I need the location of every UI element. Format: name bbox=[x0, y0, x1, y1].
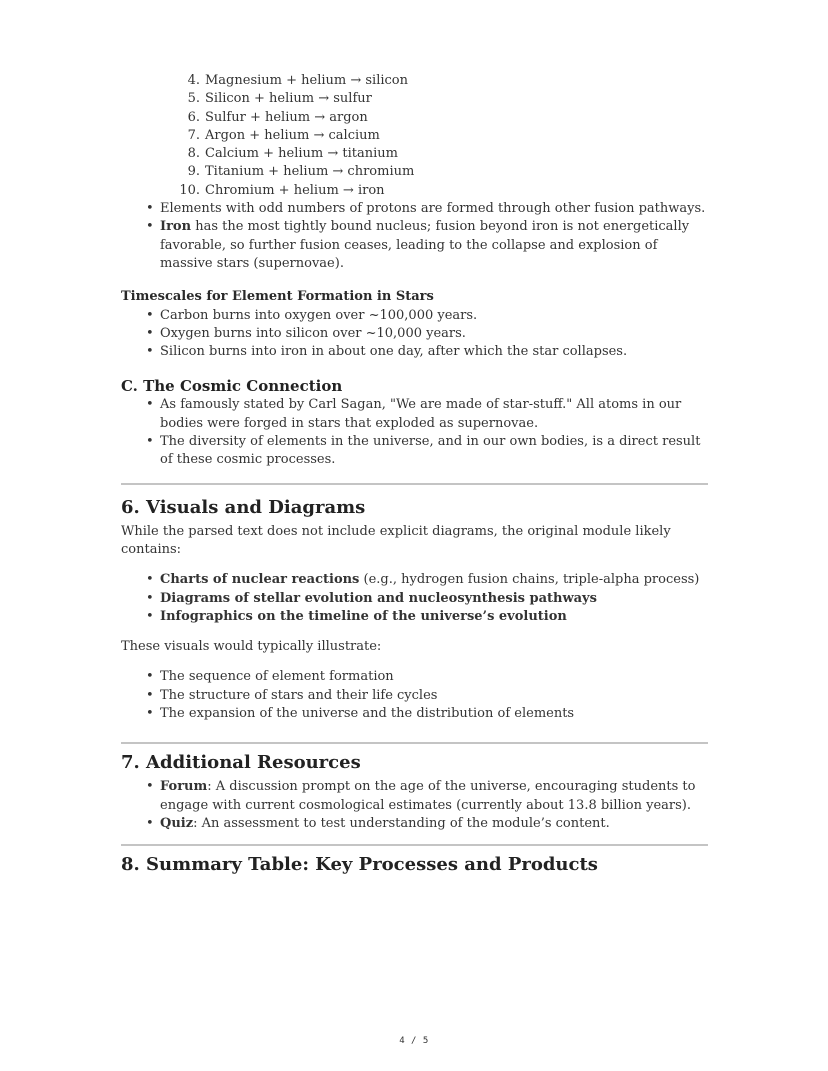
visuals-intro-paragraph: While the parsed text does not include explicit diagrams, the original module likely contains: bbox=[121, 523, 671, 557]
list-text: Chromium + helium → iron bbox=[205, 182, 385, 198]
list-text: Silicon + helium → sulfur bbox=[205, 91, 372, 107]
list-text-bold: Iron bbox=[160, 219, 192, 235]
list-number: 5. bbox=[187, 91, 200, 107]
list-text: Titanium + helium → chromium bbox=[205, 164, 415, 180]
list-text: Elements with odd numbers of protons are formed through other fusion pathways. bbox=[160, 201, 706, 217]
list-text: The sequence of element formation bbox=[160, 669, 394, 685]
cosmic-connection-heading: C. The Cosmic Connection bbox=[121, 377, 343, 396]
resources-bullet-list bbox=[121, 778, 708, 833]
list-number: 10. bbox=[179, 182, 200, 198]
list-item bbox=[121, 200, 708, 218]
visuals-section-heading: 6. Visuals and Diagrams bbox=[121, 496, 366, 518]
illustrate-bullet-list bbox=[121, 668, 708, 723]
list-item bbox=[121, 571, 708, 589]
list-text-bold: Forum bbox=[160, 779, 208, 795]
resources-section-heading: 7. Additional Resources bbox=[121, 752, 361, 774]
list-text: Argon + helium → calcium bbox=[205, 127, 380, 143]
list-text-bold: Infographics on the timeline of the universe’s evolution bbox=[160, 608, 567, 624]
list-number: 8. bbox=[187, 146, 200, 162]
section-divider bbox=[121, 483, 708, 485]
list-item bbox=[121, 687, 708, 705]
list-text: (e.g., hydrogen fusion chains, triple-alpha process) bbox=[359, 572, 700, 588]
list-number: 7. bbox=[187, 127, 200, 143]
list-text: Sulfur + helium → argon bbox=[205, 109, 368, 125]
list-text: Silicon burns into iron in about one day, after which the star collapses. bbox=[160, 344, 628, 360]
list-item bbox=[121, 90, 708, 108]
page-number: 4 / 5 bbox=[399, 1036, 429, 1046]
section-divider bbox=[121, 742, 708, 744]
list-text: Oxygen burns into silicon over ~10,000 years. bbox=[160, 325, 466, 341]
cosmic-bullet-list bbox=[121, 396, 708, 469]
fusion-bullet-list bbox=[121, 200, 708, 273]
list-text: Calcium + helium → titanium bbox=[205, 146, 398, 162]
timescales-heading: Timescales for Element Formation in Stars bbox=[121, 289, 434, 305]
list-number: 9. bbox=[187, 164, 200, 180]
list-item bbox=[121, 433, 708, 470]
list-text: As famously stated by Carl Sagan, "We are made of star-stuff." All atoms in our bodies were forged in stars that exploded as supernovae. bbox=[160, 397, 682, 431]
list-item bbox=[121, 396, 708, 433]
list-item bbox=[121, 343, 708, 361]
list-item bbox=[121, 127, 708, 145]
list-item bbox=[121, 815, 708, 833]
list-item bbox=[121, 163, 708, 181]
list-number: 6. bbox=[187, 109, 200, 125]
list-item bbox=[121, 325, 708, 343]
list-text: Magnesium + helium → silicon bbox=[205, 73, 408, 88]
list-item bbox=[121, 590, 708, 608]
section-divider bbox=[121, 844, 708, 846]
list-text: has the most tightly bound nucleus; fusion beyond iron is not energetically favorable, so further fusion ceases, leading to the collapse and explosion of massive stars (supernovae). bbox=[160, 219, 690, 271]
list-item bbox=[121, 182, 708, 200]
list-text: : An assessment to test understanding of the module’s content. bbox=[193, 815, 610, 831]
list-item bbox=[121, 778, 708, 815]
list-item bbox=[121, 608, 708, 626]
list-text-bold: Quiz bbox=[160, 815, 194, 831]
list-text: : A discussion prompt on the age of the universe, encouraging students to engage with current cosmological estimates (currently about 13.8 billion years). bbox=[160, 779, 696, 813]
list-text: The diversity of elements in the universe, and in our own bodies, is a direct result of these cosmic processes. bbox=[160, 434, 701, 468]
summary-section-heading: 8. Summary Table: Key Processes and Products bbox=[121, 854, 598, 876]
list-item bbox=[121, 705, 708, 723]
alpha-process-list bbox=[121, 72, 708, 200]
list-text: The structure of stars and their life cycles bbox=[160, 687, 438, 703]
timescales-bullet-list bbox=[121, 307, 708, 362]
list-item bbox=[121, 109, 708, 127]
list-text-bold: Diagrams of stellar evolution and nucleosynthesis pathways bbox=[160, 590, 597, 606]
illustrate-intro-paragraph: These visuals would typically illustrate: bbox=[121, 639, 382, 655]
list-item bbox=[121, 307, 708, 325]
list-text-bold: Charts of nuclear reactions bbox=[160, 572, 360, 588]
list-item bbox=[121, 668, 708, 686]
list-text: The expansion of the universe and the distribution of elements bbox=[160, 706, 575, 722]
list-item bbox=[121, 145, 708, 163]
list-number: 4. bbox=[187, 73, 200, 88]
list-item bbox=[121, 72, 708, 90]
list-item bbox=[121, 218, 708, 273]
visuals-bullet-list bbox=[121, 571, 708, 626]
list-text: Carbon burns into oxygen over ~100,000 years. bbox=[160, 307, 478, 323]
